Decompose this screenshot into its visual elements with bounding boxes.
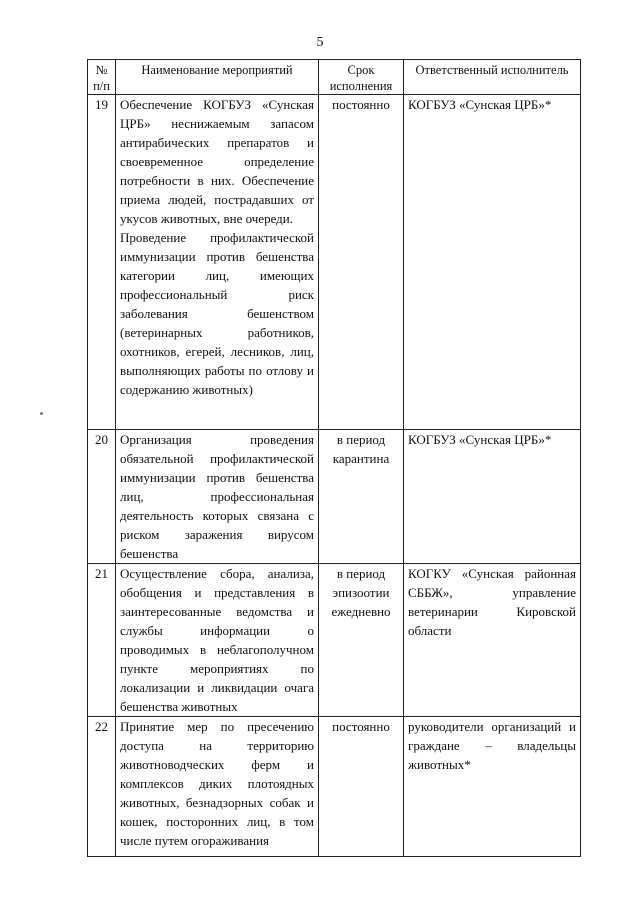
table-row [88,564,581,717]
row-number: 21 [88,564,116,717]
responsible-cell: КОГКУ «Сунская районная СББЖ», управление ветеринарии Кировской области [404,564,581,717]
measure-paragraph: Организация проведения обязательной профилактической иммунизации против бешенства лиц, профессиональная деятельность которых связана с риском заражения вирусом бешенства [120,432,314,561]
term-cell: в период эпизоотии ежедневно [319,564,404,717]
row-number: 20 [88,430,116,564]
responsible-cell: КОГБУЗ «Сунская ЦРБ»* [404,95,581,430]
measures-table [87,59,581,857]
term-cell: постоянно [319,717,404,857]
measure-name [116,430,319,564]
term-cell: постоянно [319,95,404,430]
measure-name [116,717,319,857]
measure-name [116,564,319,717]
term-cell: в период карантина [319,430,404,564]
scan-speck [40,412,43,415]
table-row [88,95,581,430]
header-num: № п/п [88,60,116,95]
measure-name [116,95,319,430]
page-number: 5 [316,35,324,50]
header-name: Наименование мероприятий [116,60,319,95]
table-row [88,430,581,564]
measure-paragraph: Обеспечение КОГБУЗ «Сунская ЦРБ» неснижаемым запасом антирабических препаратов и своевременное определение потребности в них. Обеспечение приема людей, пострадавших от укусов животных, вне очереди. [120,97,314,226]
row-number: 19 [88,95,116,430]
responsible-cell: КОГБУЗ «Сунская ЦРБ»* [404,430,581,564]
measure-paragraph: Осуществление сбора, анализа, обобщения и представления в заинтересованные ведомства и службы информации о проводимых в неблагополучном пункте мероприятиях по локализации и ликвидации очага бешенства животных [120,566,314,714]
header-responsible: Ответственный исполнитель [404,60,581,95]
header-term: Срок исполнения [319,60,404,95]
responsible-cell: руководители организаций и граждане – владельцы животных* [404,717,581,857]
measure-paragraph: Проведение профилактической иммунизации против бешенства категории лиц, имеющих профессиональный риск заболевания бешенством (ветеринарных работников, охотников, егерей, лесников, лиц, выполняющих работы по отлову и содержанию животных) [120,230,314,397]
row-number: 22 [88,717,116,857]
table-row [88,717,581,857]
table-header-row [88,60,581,95]
measure-paragraph: Принятие мер по пресечению доступа на территорию животноводческих ферм и комплексов диких плотоядных животных, безнадзорных собак и кошек, посторонних лиц, в том числе путем огораживания [120,719,314,848]
